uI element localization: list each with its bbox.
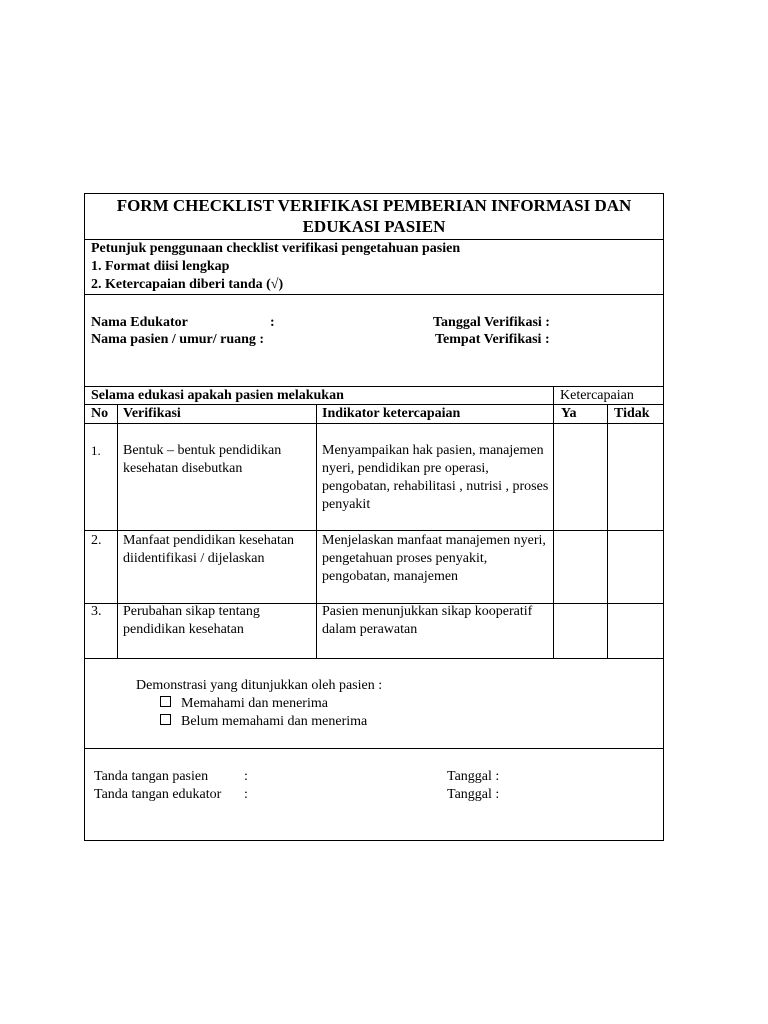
grid-line bbox=[316, 404, 317, 658]
row-3-no: 3. bbox=[91, 604, 102, 619]
instructions-heading: Petunjuk penggunaan checklist verifikasi pengetahuan pasien bbox=[91, 241, 461, 256]
checkbox-icon[interactable] bbox=[160, 696, 171, 707]
signature-pasien-label: Tanda tangan pasien bbox=[94, 769, 209, 784]
signature-edukator-colon: : bbox=[244, 787, 248, 802]
checklist-form bbox=[84, 193, 664, 841]
ketercapaian-header: Ketercapaian bbox=[560, 388, 634, 403]
demonstration-option-1-label: Memahami dan menerima bbox=[181, 696, 328, 711]
column-header-tidak: Tidak bbox=[614, 406, 650, 421]
form-title bbox=[85, 195, 663, 237]
column-header-indikator: Indikator ketercapaian bbox=[322, 406, 461, 421]
tempat-verifikasi-label: Tempat Verifikasi : bbox=[435, 332, 550, 347]
form-title-line2: EDUKASI PASIEN bbox=[302, 217, 446, 236]
form-title-line1: FORM CHECKLIST VERIFIKASI PEMBERIAN INFORMASI DAN bbox=[116, 196, 632, 215]
demonstration-option-2-label: Belum memahami dan menerima bbox=[181, 714, 368, 729]
tanggal-verifikasi-label: Tanggal Verifikasi : bbox=[433, 315, 550, 330]
row-1-verifikasi: Bentuk – bentuk pendidikan kesehatan disebutkan bbox=[123, 443, 282, 476]
row-1-no: 1. bbox=[91, 443, 101, 458]
signature-edukator-label: Tanda tangan edukator bbox=[94, 787, 222, 802]
checkbox-icon[interactable] bbox=[160, 714, 171, 725]
divider bbox=[85, 530, 663, 531]
instruction-item-2: 2. Ketercapaian diberi tanda (√) bbox=[91, 277, 284, 292]
row-3-verifikasi: Perubahan sikap tentang pendidikan kesehatan bbox=[123, 604, 260, 637]
demonstration-option-2[interactable] bbox=[160, 713, 367, 731]
edukator-label: Nama Edukator bbox=[91, 315, 188, 330]
grid-line bbox=[553, 386, 554, 658]
divider bbox=[85, 423, 663, 424]
section-header: Selama edukasi apakah pasien melakukan bbox=[91, 388, 344, 403]
row-2-indikator: Menjelaskan manfaat manajemen nyeri, pengetahuan proses penyakit, pengobatan, manajemen bbox=[322, 533, 546, 584]
column-header-ya: Ya bbox=[561, 406, 577, 421]
grid-line bbox=[607, 404, 608, 658]
row-1-indikator: Menyampaikan hak pasien, manajemen nyeri, pendidikan pre operasi, pengobatan, rehabilitasi , nutrisi , proses penyakit bbox=[322, 443, 549, 512]
row-2-verifikasi: Manfaat pendidikan kesehatan diidentifikasi / dijelaskan bbox=[123, 533, 295, 566]
column-header-no: No bbox=[91, 406, 109, 421]
row-2-no: 2. bbox=[91, 533, 102, 548]
grid-line bbox=[117, 404, 118, 658]
column-header-verifikasi: Verifikasi bbox=[123, 406, 181, 421]
signature-pasien-colon: : bbox=[244, 769, 248, 784]
instruction-item-1: 1. Format diisi lengkap bbox=[91, 259, 230, 274]
row-3-indikator: Pasien menunjukkan sikap kooperatif dalam perawatan bbox=[322, 604, 533, 637]
divider bbox=[85, 748, 663, 749]
demonstration-label: Demonstrasi yang ditunjukkan oleh pasien : bbox=[136, 678, 383, 693]
divider bbox=[85, 294, 663, 295]
tanggal-pasien-label: Tanggal : bbox=[447, 769, 500, 784]
edukator-colon: : bbox=[270, 315, 275, 330]
pasien-label: Nama pasien / umur/ ruang : bbox=[91, 332, 265, 347]
tanggal-edukator-label: Tanggal : bbox=[447, 787, 500, 802]
demonstration-option-1[interactable] bbox=[160, 695, 328, 713]
divider bbox=[85, 658, 663, 659]
